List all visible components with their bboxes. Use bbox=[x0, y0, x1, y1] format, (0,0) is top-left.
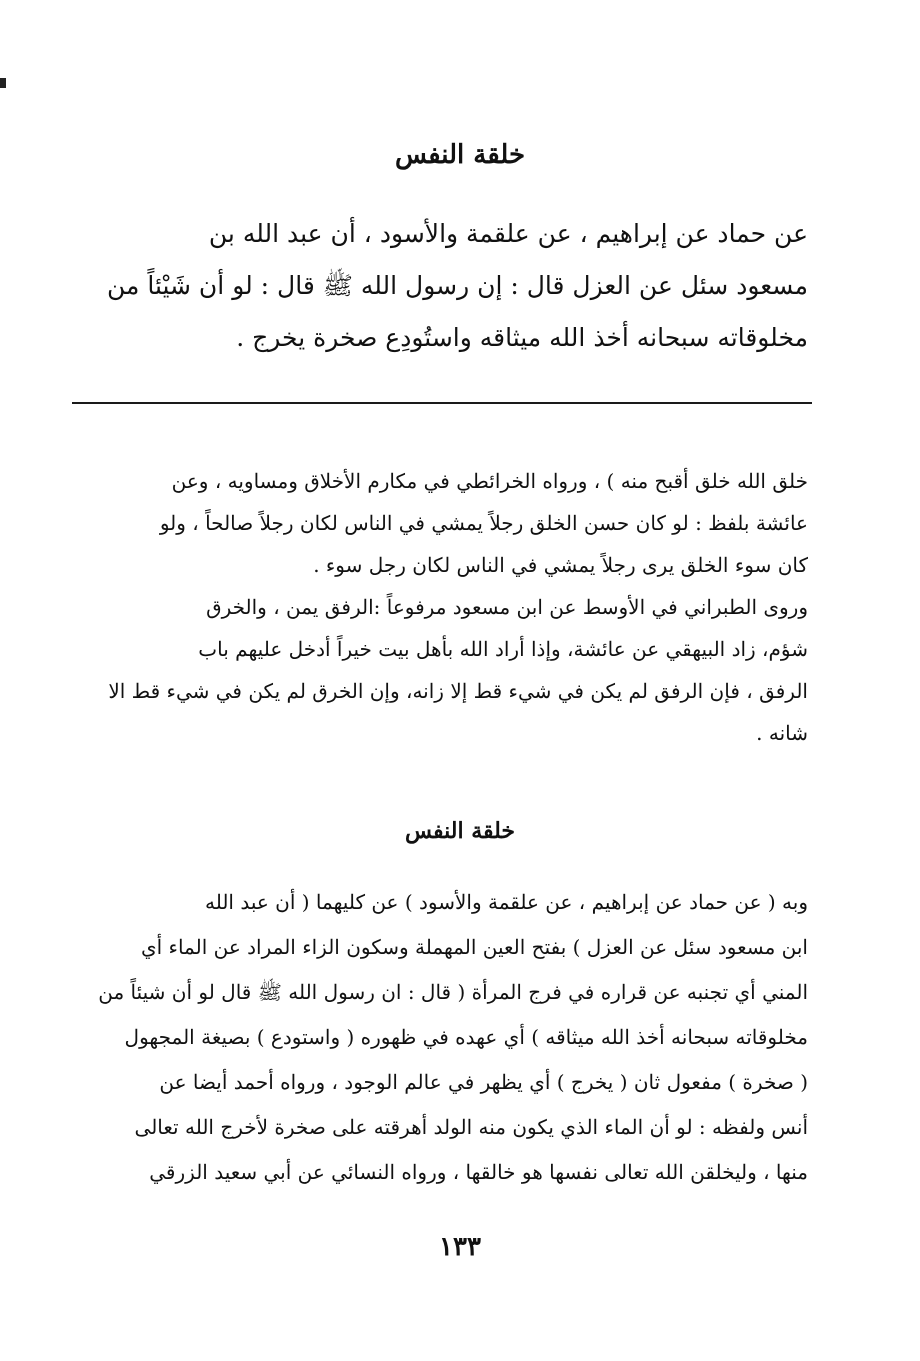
footnote-line: شانه . bbox=[756, 721, 808, 745]
hadith-text bbox=[78, 208, 808, 364]
hadith-line: عن حماد عن إبراهيم ، عن علقمة والأسود ، أن عبد الله بن bbox=[208, 219, 808, 248]
footnote-text bbox=[78, 460, 808, 754]
footnote-line: كان سوء الخلق يرى رجلاً يمشي في الناس لكان رجل سوء . bbox=[313, 553, 808, 577]
hadith-line: مسعود سئل عن العزل قال : إن رسول الله ﷺ قال : لو أن شَيْئاً من bbox=[106, 271, 808, 300]
footnote-divider bbox=[72, 402, 812, 404]
commentary-line: أنس ولفظه : لو أن الماء الذي يكون منه الولد أهرقته على صخرة لأخرج الله تعالى bbox=[134, 1115, 808, 1139]
footnote-line: وروى الطبراني في الأوسط عن ابن مسعود مرفوعاً :الرفق يمن ، والخرق bbox=[206, 595, 808, 619]
commentary-title: خلقة النفس bbox=[404, 818, 516, 844]
commentary-line: منها ، وليخلقن الله تعالى نفسها هو خالقها ، ورواه النسائي عن أبي سعيد الزرقي bbox=[149, 1160, 808, 1184]
commentary-text bbox=[78, 880, 808, 1195]
scan-edge-mark bbox=[0, 78, 6, 88]
footnote-line: شؤم، زاد البيهقي عن عائشة، وإذا أراد الله بأهل بيت خيراً أدخل عليهم باب bbox=[198, 637, 808, 661]
commentary-line: المني أي تجنبه عن قراره في فرج المرأة ( قال : ان رسول الله ﷺ قال لو أن شيئاً من bbox=[98, 980, 808, 1004]
footnote-line: الرفق ، فإن الرفق لم يكن في شيء قط إلا زانه، وإن الخرق لم يكن في شيء قط الا bbox=[108, 679, 808, 703]
section-title: خلقة النفس bbox=[394, 140, 526, 170]
page-number: ١٣٣ bbox=[439, 1232, 481, 1262]
footnote-line: خلق الله خلق أقبح منه ) ، ورواه الخرائطي في مكارم الأخلاق ومساويه ، وعن bbox=[171, 469, 808, 493]
commentary-line: ( صخرة ) مفعول ثان ( يخرج ) أي يظهر في عالم الوجود ، ورواه أحمد أيضا عن bbox=[159, 1070, 808, 1094]
hadith-line: مخلوقاته سبحانه أخذ الله ميثاقه واستُودِع صخرة يخرج . bbox=[236, 323, 808, 352]
footnote-line: عائشة بلفظ : لو كان حسن الخلق رجلاً يمشي في الناس لكان رجلاً صالحاً ، ولو bbox=[159, 511, 808, 535]
commentary-line: ابن مسعود سئل عن العزل ) بفتح العين المهملة وسكون الزاء المراد عن الماء أي bbox=[140, 935, 808, 959]
commentary-line: مخلوقاته سبحانه أخذ الله ميثاقه ) أي عهده في ظهوره ( واستودع ) بصيغة المجهول bbox=[124, 1025, 808, 1049]
commentary-line: وبه ( عن حماد عن إبراهيم ، عن علقمة والأسود ) عن كليهما ( أن عبد الله bbox=[204, 890, 808, 914]
